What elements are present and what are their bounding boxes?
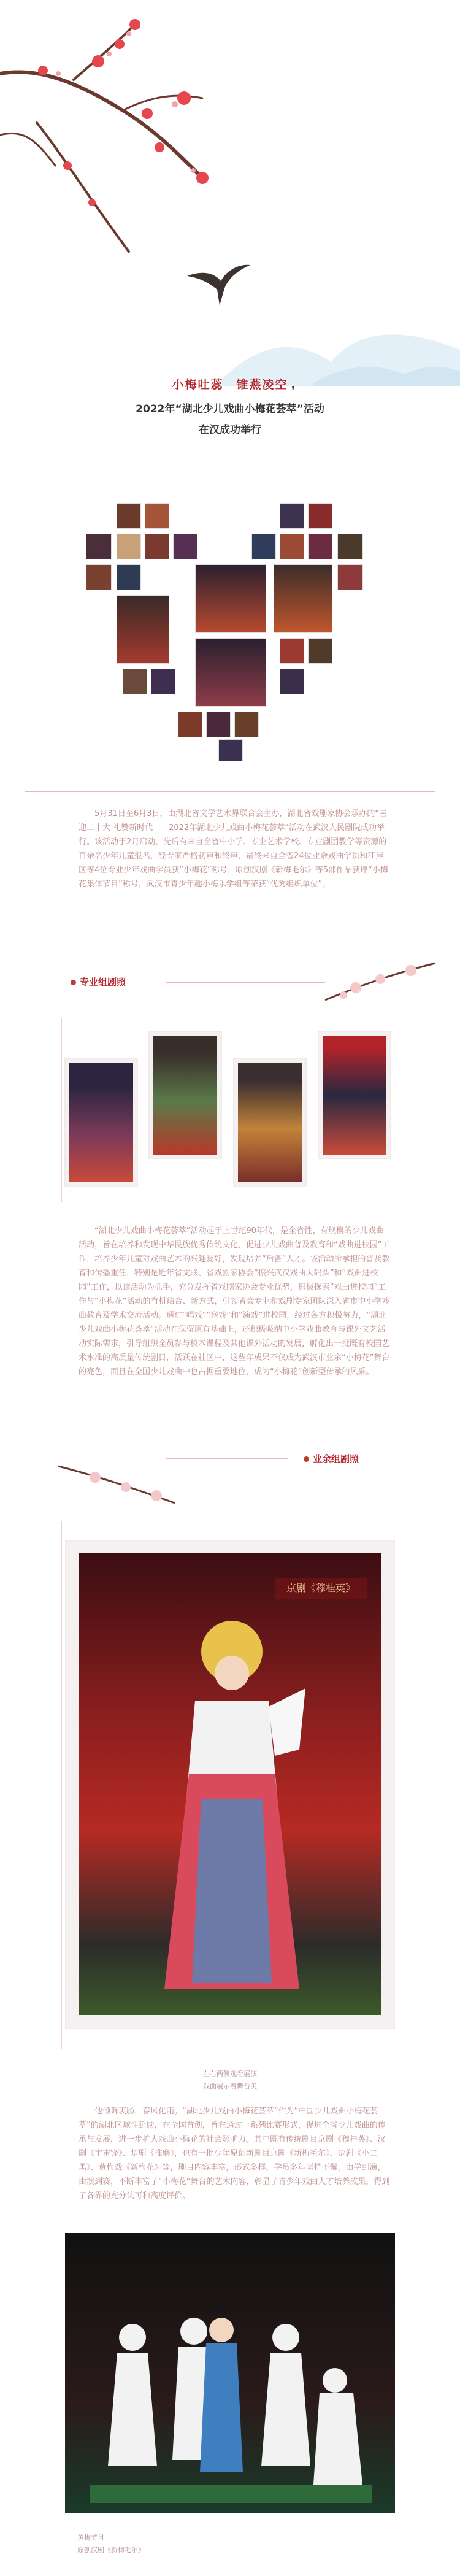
collage-photo bbox=[145, 503, 169, 529]
collage-photo bbox=[86, 564, 112, 590]
collage-photo-large bbox=[117, 595, 169, 664]
collage-photo bbox=[173, 534, 197, 559]
collage-photo bbox=[308, 534, 332, 559]
amateur-photo-main bbox=[65, 1540, 395, 2029]
divider bbox=[166, 982, 325, 983]
plum-blossom-icon bbox=[58, 1460, 181, 1509]
collage-photo bbox=[280, 503, 304, 529]
plum-blossom-icon bbox=[319, 957, 442, 1006]
collage-photo bbox=[218, 739, 243, 761]
plum-branch-icon bbox=[0, 0, 258, 258]
photo2-caption-line-1: 黄梅节目 bbox=[77, 2534, 104, 2542]
divider bbox=[25, 791, 435, 792]
collage-photo bbox=[151, 669, 175, 694]
slogan: 小梅吐蕊 锥燕凌空 bbox=[172, 378, 288, 391]
collage-photo bbox=[178, 712, 202, 737]
section-label-professional: 专业组剧照 bbox=[71, 974, 126, 990]
professional-photo bbox=[148, 1031, 222, 1159]
section-dot-icon bbox=[71, 980, 76, 985]
collage-photo-large bbox=[195, 564, 266, 633]
collage-photo bbox=[86, 534, 112, 559]
performer-figure bbox=[152, 1615, 312, 2007]
divider bbox=[166, 1458, 288, 1459]
professional-photo bbox=[233, 1058, 307, 1187]
collage-photo bbox=[117, 564, 141, 590]
collage-photo bbox=[337, 534, 363, 559]
collage-photo bbox=[251, 534, 276, 559]
section1-paragraph: “湖北少儿戏曲小梅花荟萃”活动起于上世纪90年代，是全省性、有规模的少儿戏曲活动，旨在培养和发现中华民族优秀传统文化，促进少儿戏曲普及教育和“戏曲进校园”工作，培养少年儿童对戏曲艺术的兴趣爱好，发现培养“后备”人才。该活动所承担的普及教育和传播重任，特别是近年省文联、省戏剧家协会“振兴武汉戏曲大码头”和“戏曲进校园”工作，以该活动为抓手，充分发挥省戏剧家协会专业优势，积极探索“戏曲进校园”工作与“小梅花”活动的有机结合、新方式，引领省会专业和戏剧专家团队深入省市中小学戏曲教育及学术交流活动。通过“唱戏”“送戏”和“演戏”进校园，经过各方积极努力，“湖北少儿戏曲小梅花荟萃”活动在保留原有基础上，还积极吸纳中小学戏曲教育与课外文艺活动实际需求，引导组织全员参与校本课程及其他课外活动的发展，孵化出一批既有校园艺术水准的高质量传统剧目，活跃在社区中，这些年成果不仅成为武汉市业余“小梅花”舞台的亮色，而且在全国少儿戏曲中也占据重要地位，成为“小梅花”创新型传承的风采。 bbox=[79, 1226, 390, 1377]
photo1-caption-line-1: 左右两侧观看展演 bbox=[203, 2070, 257, 2078]
collage-photo-large bbox=[195, 638, 266, 707]
collage-photo bbox=[337, 564, 363, 590]
collage-photo bbox=[123, 669, 147, 694]
photo1-caption-line-2: 戏曲展示着舞台美 bbox=[203, 2082, 257, 2090]
collage-photo bbox=[280, 638, 304, 664]
collage-photo bbox=[308, 638, 332, 664]
swallow-icon bbox=[184, 258, 251, 307]
collage-photo bbox=[145, 534, 169, 559]
collage-photo bbox=[234, 712, 259, 737]
collage-photo bbox=[117, 503, 141, 529]
collage-photo bbox=[280, 669, 304, 694]
section2-paragraph: 他倾诉衷肠，春风化雨。“湖北少儿戏曲小梅花荟萃”作为“中国少儿戏曲小梅花荟萃”的湖北区域性延续，在全国首创，旨在通过一系列比赛形式，促进全省少儿戏曲的传承与发展，进一步扩大戏曲小梅花的社会影响力。其中既有传统剧目京剧《穆桂英》、汉剧《宇宙锋》、楚剧《推磨》，也有一批少年原创新剧目京剧《新梅毛尔》、楚剧《小二黑》、黄梅戏《新梅花》等，剧目内容丰富，形式多样，学员多年坚持不懈，由学到演，由演到赛，不断丰富了“小梅花”舞台的艺术内容，彰显了青少年戏曲人才培养成果，得到了各界的充分认可和高度评价。 bbox=[79, 2107, 390, 2201]
amateur-photo-secondary bbox=[65, 2233, 395, 2513]
performers-group bbox=[90, 2307, 372, 2503]
collage-photo bbox=[280, 534, 304, 559]
cloud-icon bbox=[221, 307, 460, 386]
heart-photo-collage bbox=[0, 491, 460, 761]
photo2-caption-line-2: 原创汉剧《新梅毛尔》 bbox=[77, 2546, 145, 2554]
section-label-amateur: 业余组剧照 bbox=[304, 1451, 359, 1467]
photo-title-overlay: 京剧《穆桂英》 bbox=[275, 1578, 367, 1599]
collage-photo bbox=[206, 712, 231, 737]
collage-photo bbox=[117, 534, 141, 559]
title-line-2: 在汉成功举行 bbox=[199, 424, 261, 436]
collage-photo-large bbox=[274, 564, 332, 633]
professional-photo bbox=[64, 1058, 138, 1187]
professional-photo bbox=[318, 1031, 391, 1159]
collage-photo bbox=[308, 503, 332, 529]
title-line-1: 2022年“湖北少儿戏曲小梅花荟萃”活动 bbox=[136, 403, 324, 415]
section-dot-icon bbox=[304, 1456, 309, 1462]
intro-paragraph: 5月31日至6月3日，由湖北省文学艺术界联合会主办，湖北省戏剧家协会承办的“喜迎二十大 礼赞新时代——2022年湖北少儿戏曲小梅花荟萃”活动在武汉人民剧院成功举行。该活动于2月启动，先后有来自全省中小学、专业艺术学校、专业剧团教学等资源的百余名少年儿童报名，经专家严格初审和终审，最终来自全省24位业余戏曲学员和江岸区等4位专业少年戏曲学员获“小梅花”称号，原创汉剧《新梅毛尔》等5部作品获评“小梅花集体节目”称号，武汉市青少年趣小梅乐学组等荣获“优秀组织单位”。 bbox=[79, 809, 388, 889]
